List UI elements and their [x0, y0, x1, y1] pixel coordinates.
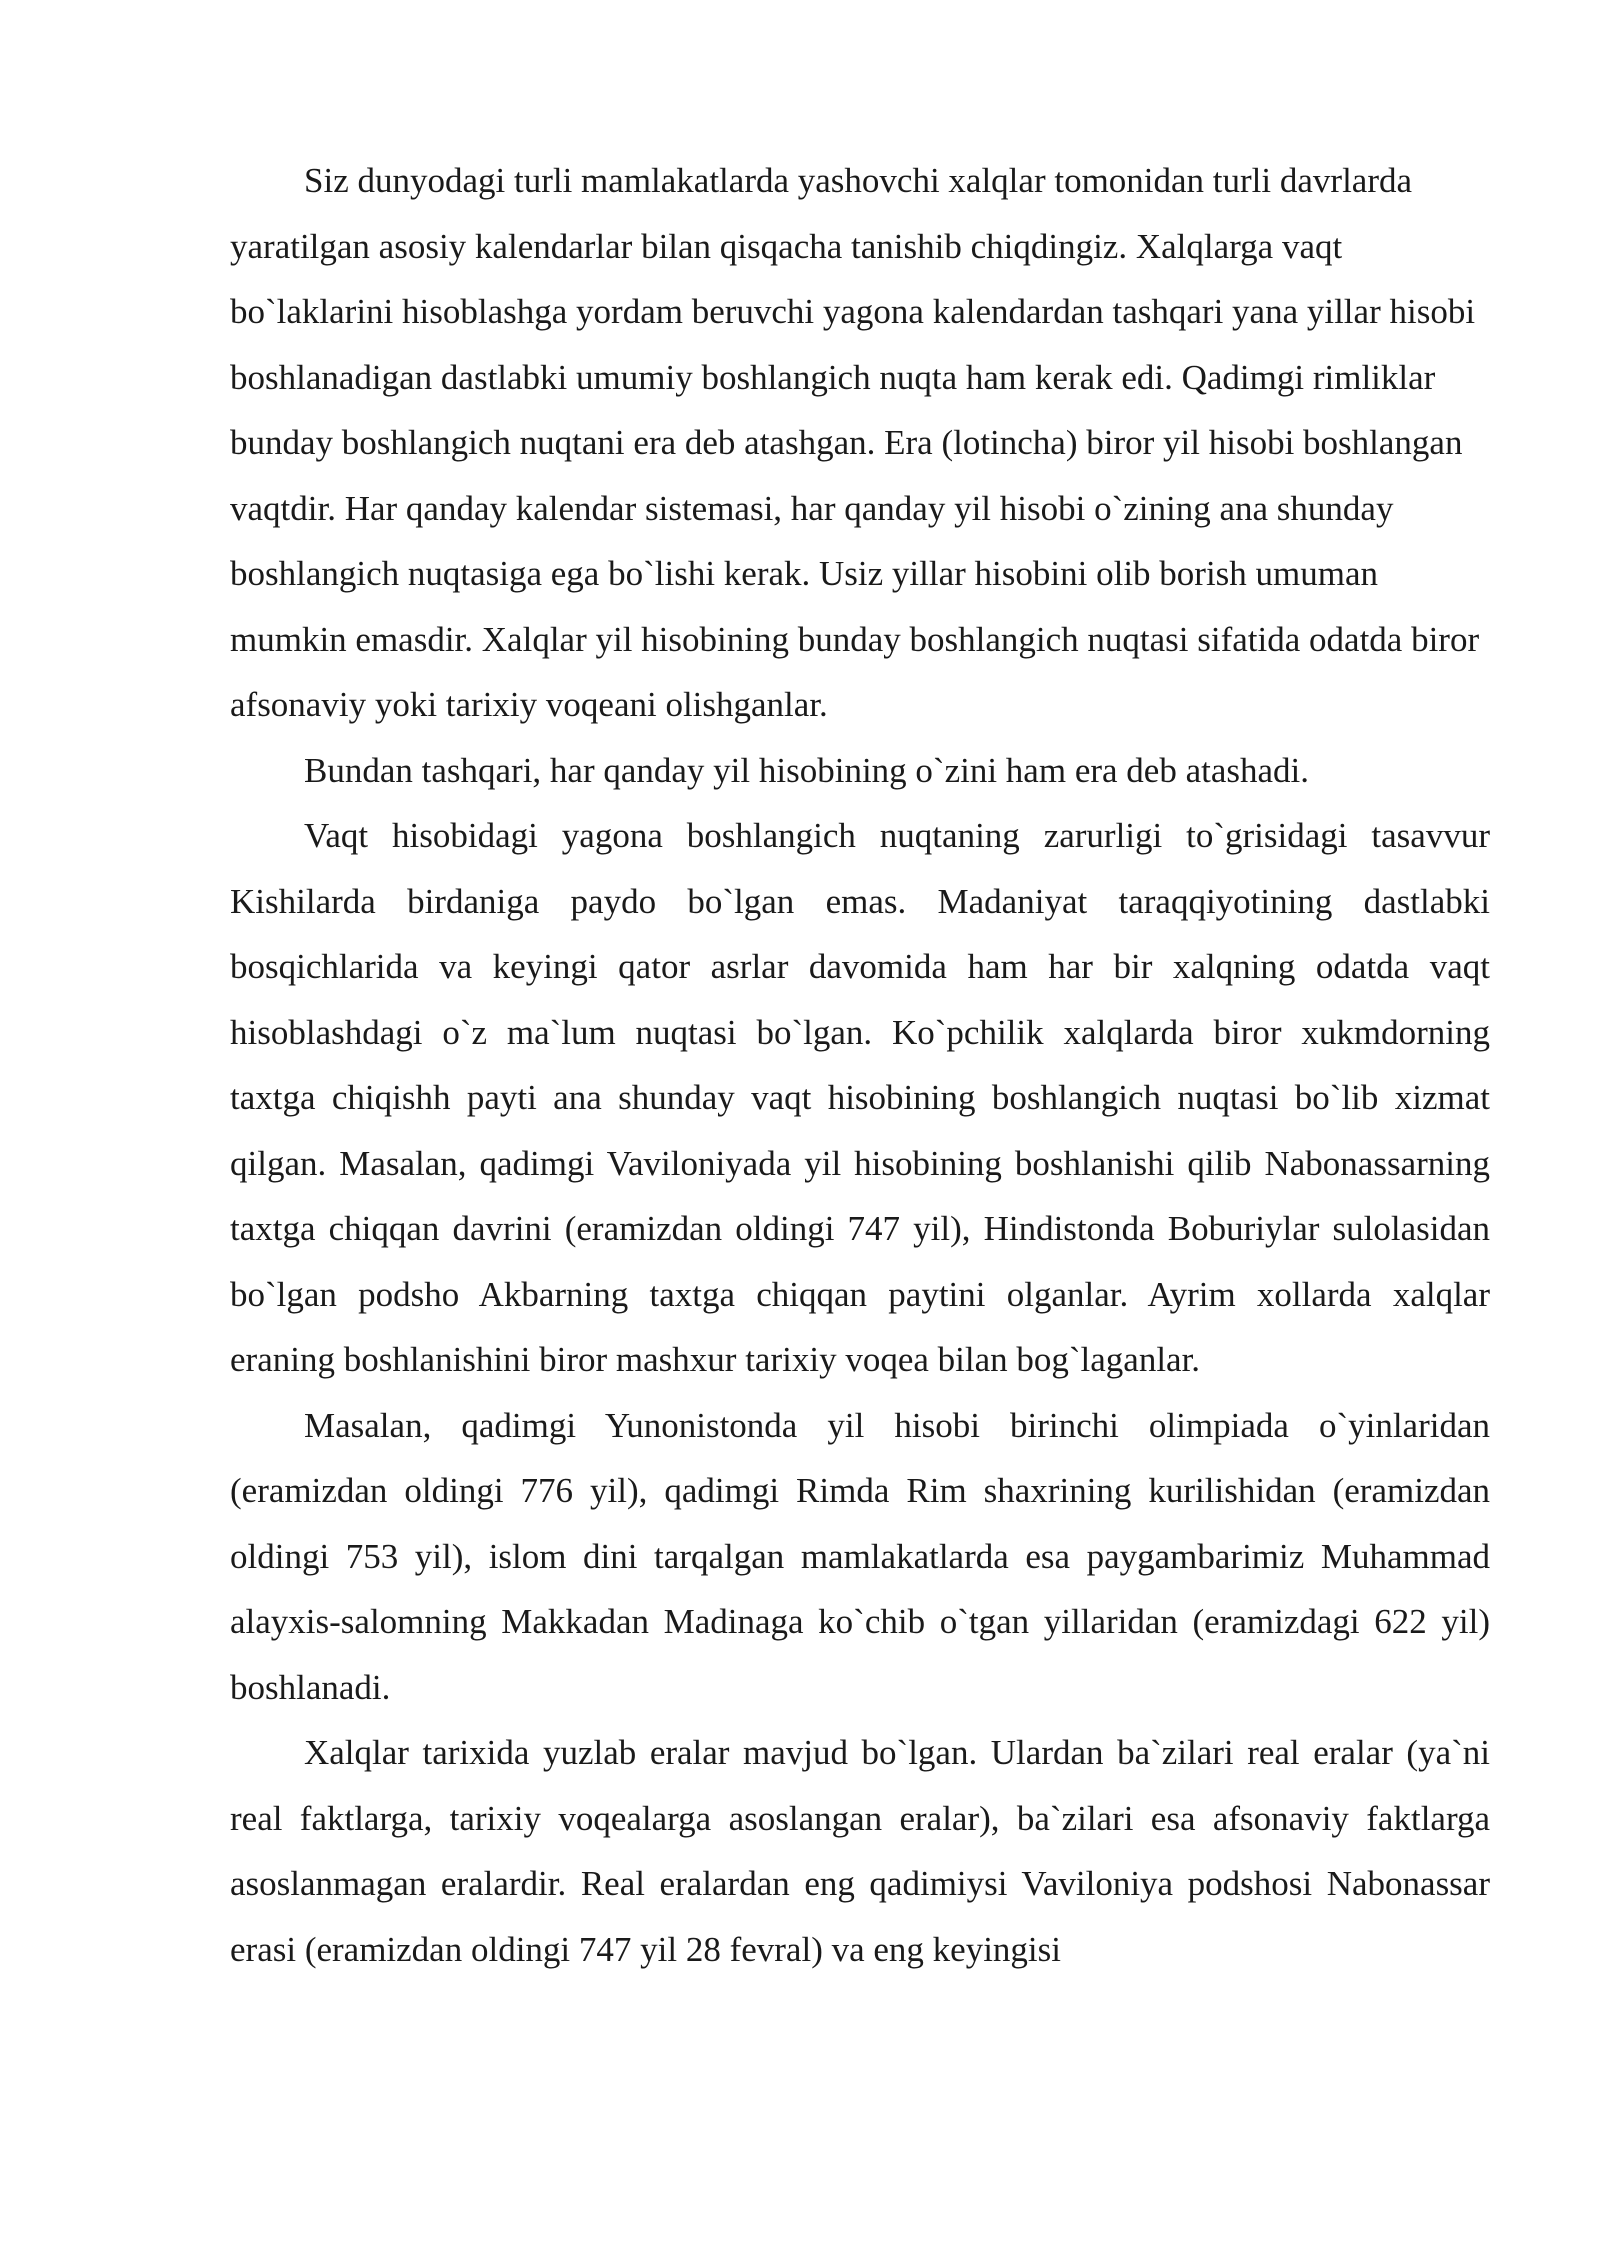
text-line: paygambarimiz Muhammad alayxis-salomning Makkadan Madinaga ko`chib	[230, 1536, 1490, 1641]
text-line: o`tgan yillaridan (eramizdagi 622 yil) boshlanadi.	[230, 1602, 1491, 1707]
text-line: (eramizdan oldingi 776 yil), qadimgi Rimda Rim shaxrining kurilishidan	[230, 1471, 1316, 1510]
document-body-text	[230, 148, 1490, 1982]
text-line: (lotincha) biror yil hisobi boshlangan vaqtdir. Har qanday kalendar sistemasi, har	[230, 423, 1463, 528]
text-line: (ya`ni real faktlarga, tarixiy voqealarga asoslangan eralar), ba`zilari esa afsonaviy	[230, 1733, 1490, 1838]
text-line: faktlarga asoslanmagan eralardir. Real eralardan eng qadimiysi Vaviloniya	[230, 1798, 1491, 1903]
paragraph	[230, 1393, 1490, 1721]
text-line: paytini olganlar. Ayrim xollarda xalqlar eraning boshlanishini biror mashxur	[230, 1274, 1490, 1379]
paragraph	[230, 1720, 1490, 1982]
text-line: tarixiy voqea bilan bog`laganlar.	[745, 1340, 1201, 1379]
text-line: xukmdorning taxtga chiqishh payti ana shunday vaqt hisobining boshlangich	[230, 1012, 1491, 1117]
text-line: Vaqt hisobidagi yagona boshlangich nuqtaning zarurligi to`grisidagi tasavvur	[304, 816, 1490, 855]
text-line: Bundan tashqari, har qanday yil hisobining o`zini ham era deb atashadi.	[304, 750, 1310, 790]
text-line: hisoblashdagi o`z ma`lum nuqtasi bo`lgan. Ko`pchilik xalqlarda biror	[230, 1012, 1282, 1052]
paragraph	[230, 148, 1490, 738]
text-line: Xalqlarga vaqt bo`laklarini hisoblashga yordam beruvchi yagona kalendardan	[230, 226, 1343, 331]
text-line: davrlarda yaratilgan asosiy kalendarlar bilan qisqacha tanishib chiqdingiz.	[230, 161, 1413, 266]
text-line: tashqari yana yillar hisobi boshlanadigan dastlabki umumiy boshlangich nuqta ham	[230, 292, 1476, 397]
text-line: yil), Hindistonda Boburiylar sulolasidan bo`lgan podsho Akbarning taxtga chiqqan	[230, 1209, 1490, 1314]
text-line: olishganlar.	[665, 685, 828, 724]
text-line: Masalan, qadimgi Yunonistonda yil hisobi birinchi olimpiada o`yinlaridan	[304, 1405, 1490, 1445]
text-line: Xalqlar tarixida yuzlab eralar mavjud bo`lgan. Ulardan ba`zilari real eralar	[304, 1733, 1393, 1772]
paragraph	[230, 803, 1490, 1393]
text-line: kerak edi. Qadimgi rimliklar bunday boshlangich nuqtani era deb atashgan. Era	[230, 357, 1436, 462]
text-line: qanday yil hisobi o`zining ana shunday boshlangich nuqtasiga ega bo`lishi kerak.	[230, 488, 1394, 593]
text-line: nuqtasi bo`lib xizmat qilgan. Masalan, qadimgi Vaviloniyada yil hisobining	[230, 1078, 1490, 1183]
text-line: podshosi Nabonassar erasi (eramizdan oldingi 747 yil 28 fevral) va eng keyingisi	[230, 1864, 1490, 1969]
text-line: bunday boshlangich nuqtasi sifatida odatda biror afsonaviy yoki tarixiy voqeani	[230, 619, 1480, 724]
text-line: Kishilarda birdaniga paydo bo`lgan emas. Madaniyat taraqqiyotining dastlabki	[230, 881, 1490, 921]
text-line: boshlanishi qilib Nabonassarning taxtga chiqqan davrini (eramizdan oldingi 747	[230, 1143, 1490, 1248]
text-line: Siz dunyodagi turli mamlakatlarda yashovchi xalqlar tomonidan turli	[304, 161, 1272, 200]
paragraph	[230, 738, 1490, 804]
text-line: bosqichlarida va keyingi qator asrlar davomida ham har bir xalqning odatda vaqt	[230, 947, 1490, 986]
text-line: (eramizdan oldingi 753 yil), islom dini tarqalgan mamlakatlarda esa	[230, 1471, 1491, 1576]
text-line: Usiz yillar hisobini olib borish umuman mumkin emasdir. Xalqlar yil hisobining	[230, 554, 1379, 659]
